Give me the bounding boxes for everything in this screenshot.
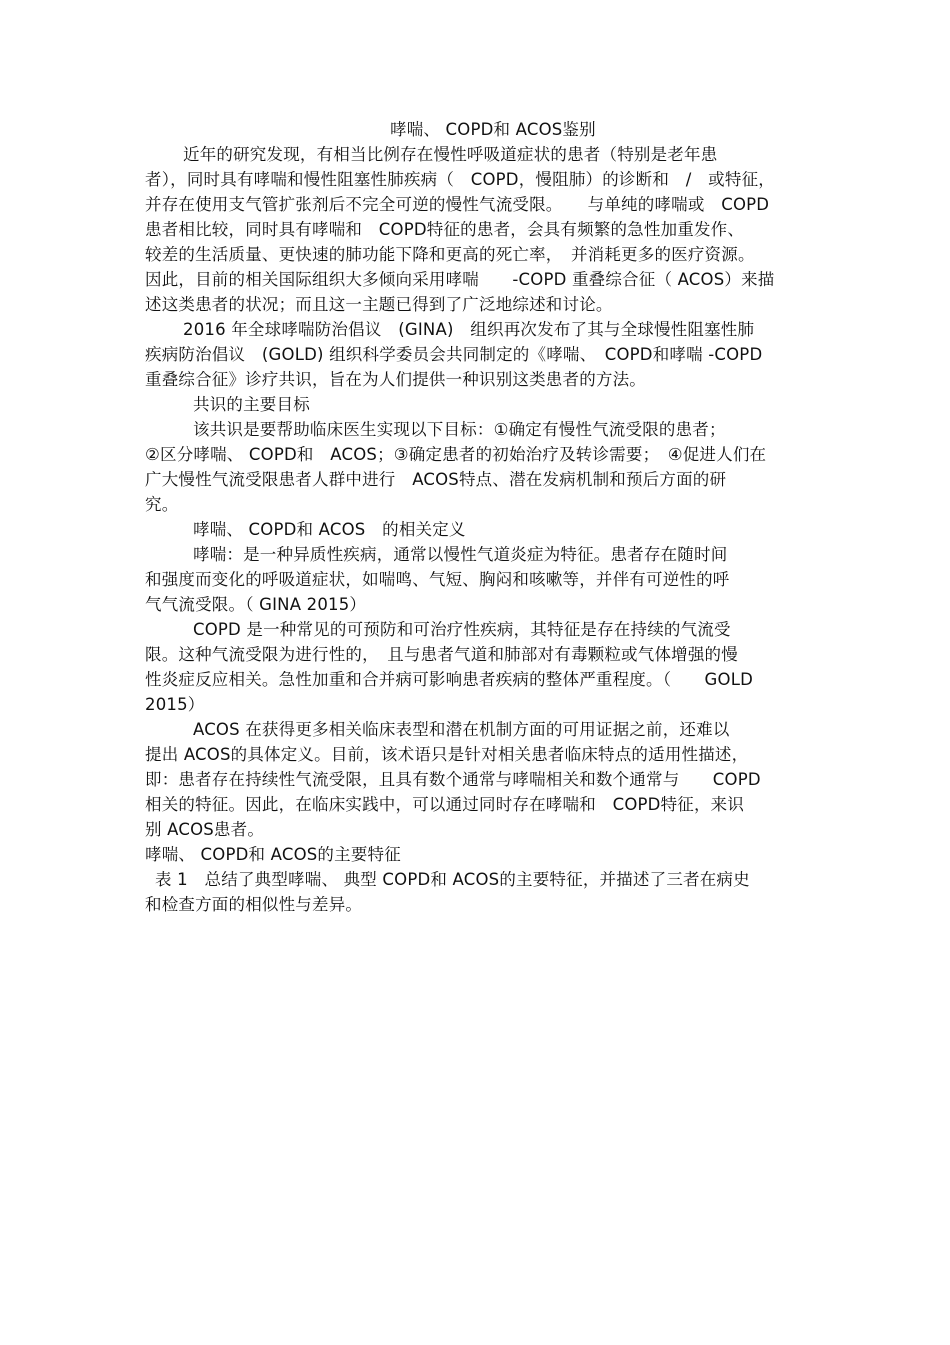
paragraph-line: 2016 年全球哮喘防治倡议 (GINA) 组织再次发布了其与全球慢性阻塞性肺 xyxy=(183,320,755,339)
paragraph-line: ACOS 在获得更多相关临床表型和潜在机制方面的可用证据之前，还难以 xyxy=(193,720,730,739)
paragraph-line: 该共识是要帮助临床医生实现以下目标：①确定有慢性气流受限的患者； xyxy=(193,420,726,439)
paragraph-line: 并存在使用支气管扩张剂后不完全可逆的慢性气流受限。 与单纯的哮喘或 COPD xyxy=(145,195,770,214)
paragraph-line: 和强度而变化的呼吸道症状，如喘鸣、气短、胸闷和咳嗽等，并伴有可逆性的呼 xyxy=(145,570,730,589)
paragraph-line: 气气流受限。（ GINA 2015） xyxy=(145,595,367,614)
paragraph-line: 相关的特征。因此，在临床实践中，可以通过同时存在哮喘和 COPD特征，来识 xyxy=(145,795,745,814)
paragraph-line: 和检查方面的相似性与差异。 xyxy=(145,895,363,914)
paragraph-line: 性炎症反应相关。急性加重和合并病可影响患者疾病的整体严重程度。（ GOLD xyxy=(145,670,754,689)
paragraph-line: 表 1 总结了典型哮喘、 典型 COPD和 ACOS的主要特征，并描述了三者在病史 xyxy=(155,870,750,889)
paragraph-line: 别 ACOS患者。 xyxy=(145,820,265,839)
section-heading: 哮喘、 COPD和 ACOS的主要特征 xyxy=(145,845,401,864)
paragraph-line: 即：患者存在持续性气流受限，且具有数个通常与哮喘相关和数个通常与 COPD xyxy=(145,770,761,789)
paragraph-line: 广大慢性气流受限患者人群中进行 ACOS特点、潜在发病机制和预后方面的研 xyxy=(145,470,727,489)
paragraph-line: 因此，目前的相关国际组织大多倾向采用哮喘 -COPD 重叠综合征（ ACOS）来描 xyxy=(145,270,775,289)
paragraph-line: 疾病防治倡议 (GOLD) 组织科学委员会共同制定的《哮喘、 COPD和哮喘 -COPD xyxy=(145,345,763,364)
paragraph-line: 重叠综合征》诊疗共识，旨在为人们提供一种识别这类患者的方法。 xyxy=(145,370,646,389)
paragraph-line: 究。 xyxy=(145,495,179,514)
section-heading: 共识的主要目标 xyxy=(193,395,310,414)
paragraph-line: 述这类患者的状况；而且这一主题已得到了广泛地综述和讨论。 xyxy=(145,295,613,314)
paragraph-line: ②区分哮喘、 COPD和 ACOS；③确定患者的初始治疗及转诊需要； ④促进人们在 xyxy=(145,445,767,464)
paragraph-line: 患者相比较，同时具有哮喘和 COPD特征的患者，会具有频繁的急性加重发作、 xyxy=(145,220,745,239)
paragraph-line: 近年的研究发现，有相当比例存在慢性呼吸道症状的患者（特别是老年患 xyxy=(183,145,718,164)
document-title: 哮喘、 COPD和 ACOS鉴别 xyxy=(390,120,596,139)
paragraph-line: 限。这种气流受限为进行性的， 且与患者气道和肺部对有毒颗粒或气体增强的慢 xyxy=(145,645,738,664)
paragraph-line: 哮喘：是一种异质性疾病，通常以慢性气道炎症为特征。患者存在随时间 xyxy=(193,545,728,564)
paragraph-line: 较差的生活质量、更快速的肺功能下降和更高的死亡率， 并消耗更多的医疗资源。 xyxy=(145,245,755,264)
paragraph-line: COPD 是一种常见的可预防和可治疗性疾病，其特征是存在持续的气流受 xyxy=(193,620,731,639)
section-heading: 哮喘、 COPD和 ACOS 的相关定义 xyxy=(193,520,466,539)
paragraph-line: 提出 ACOS的具体定义。目前，该术语只是针对相关患者临床特点的适用性描述， xyxy=(145,745,749,764)
paragraph-line: 2015） xyxy=(145,695,205,714)
paragraph-line: 者），同时具有哮喘和慢性阻塞性肺疾病（ COPD，慢阻肺）的诊断和 / 或特征， xyxy=(145,170,775,189)
